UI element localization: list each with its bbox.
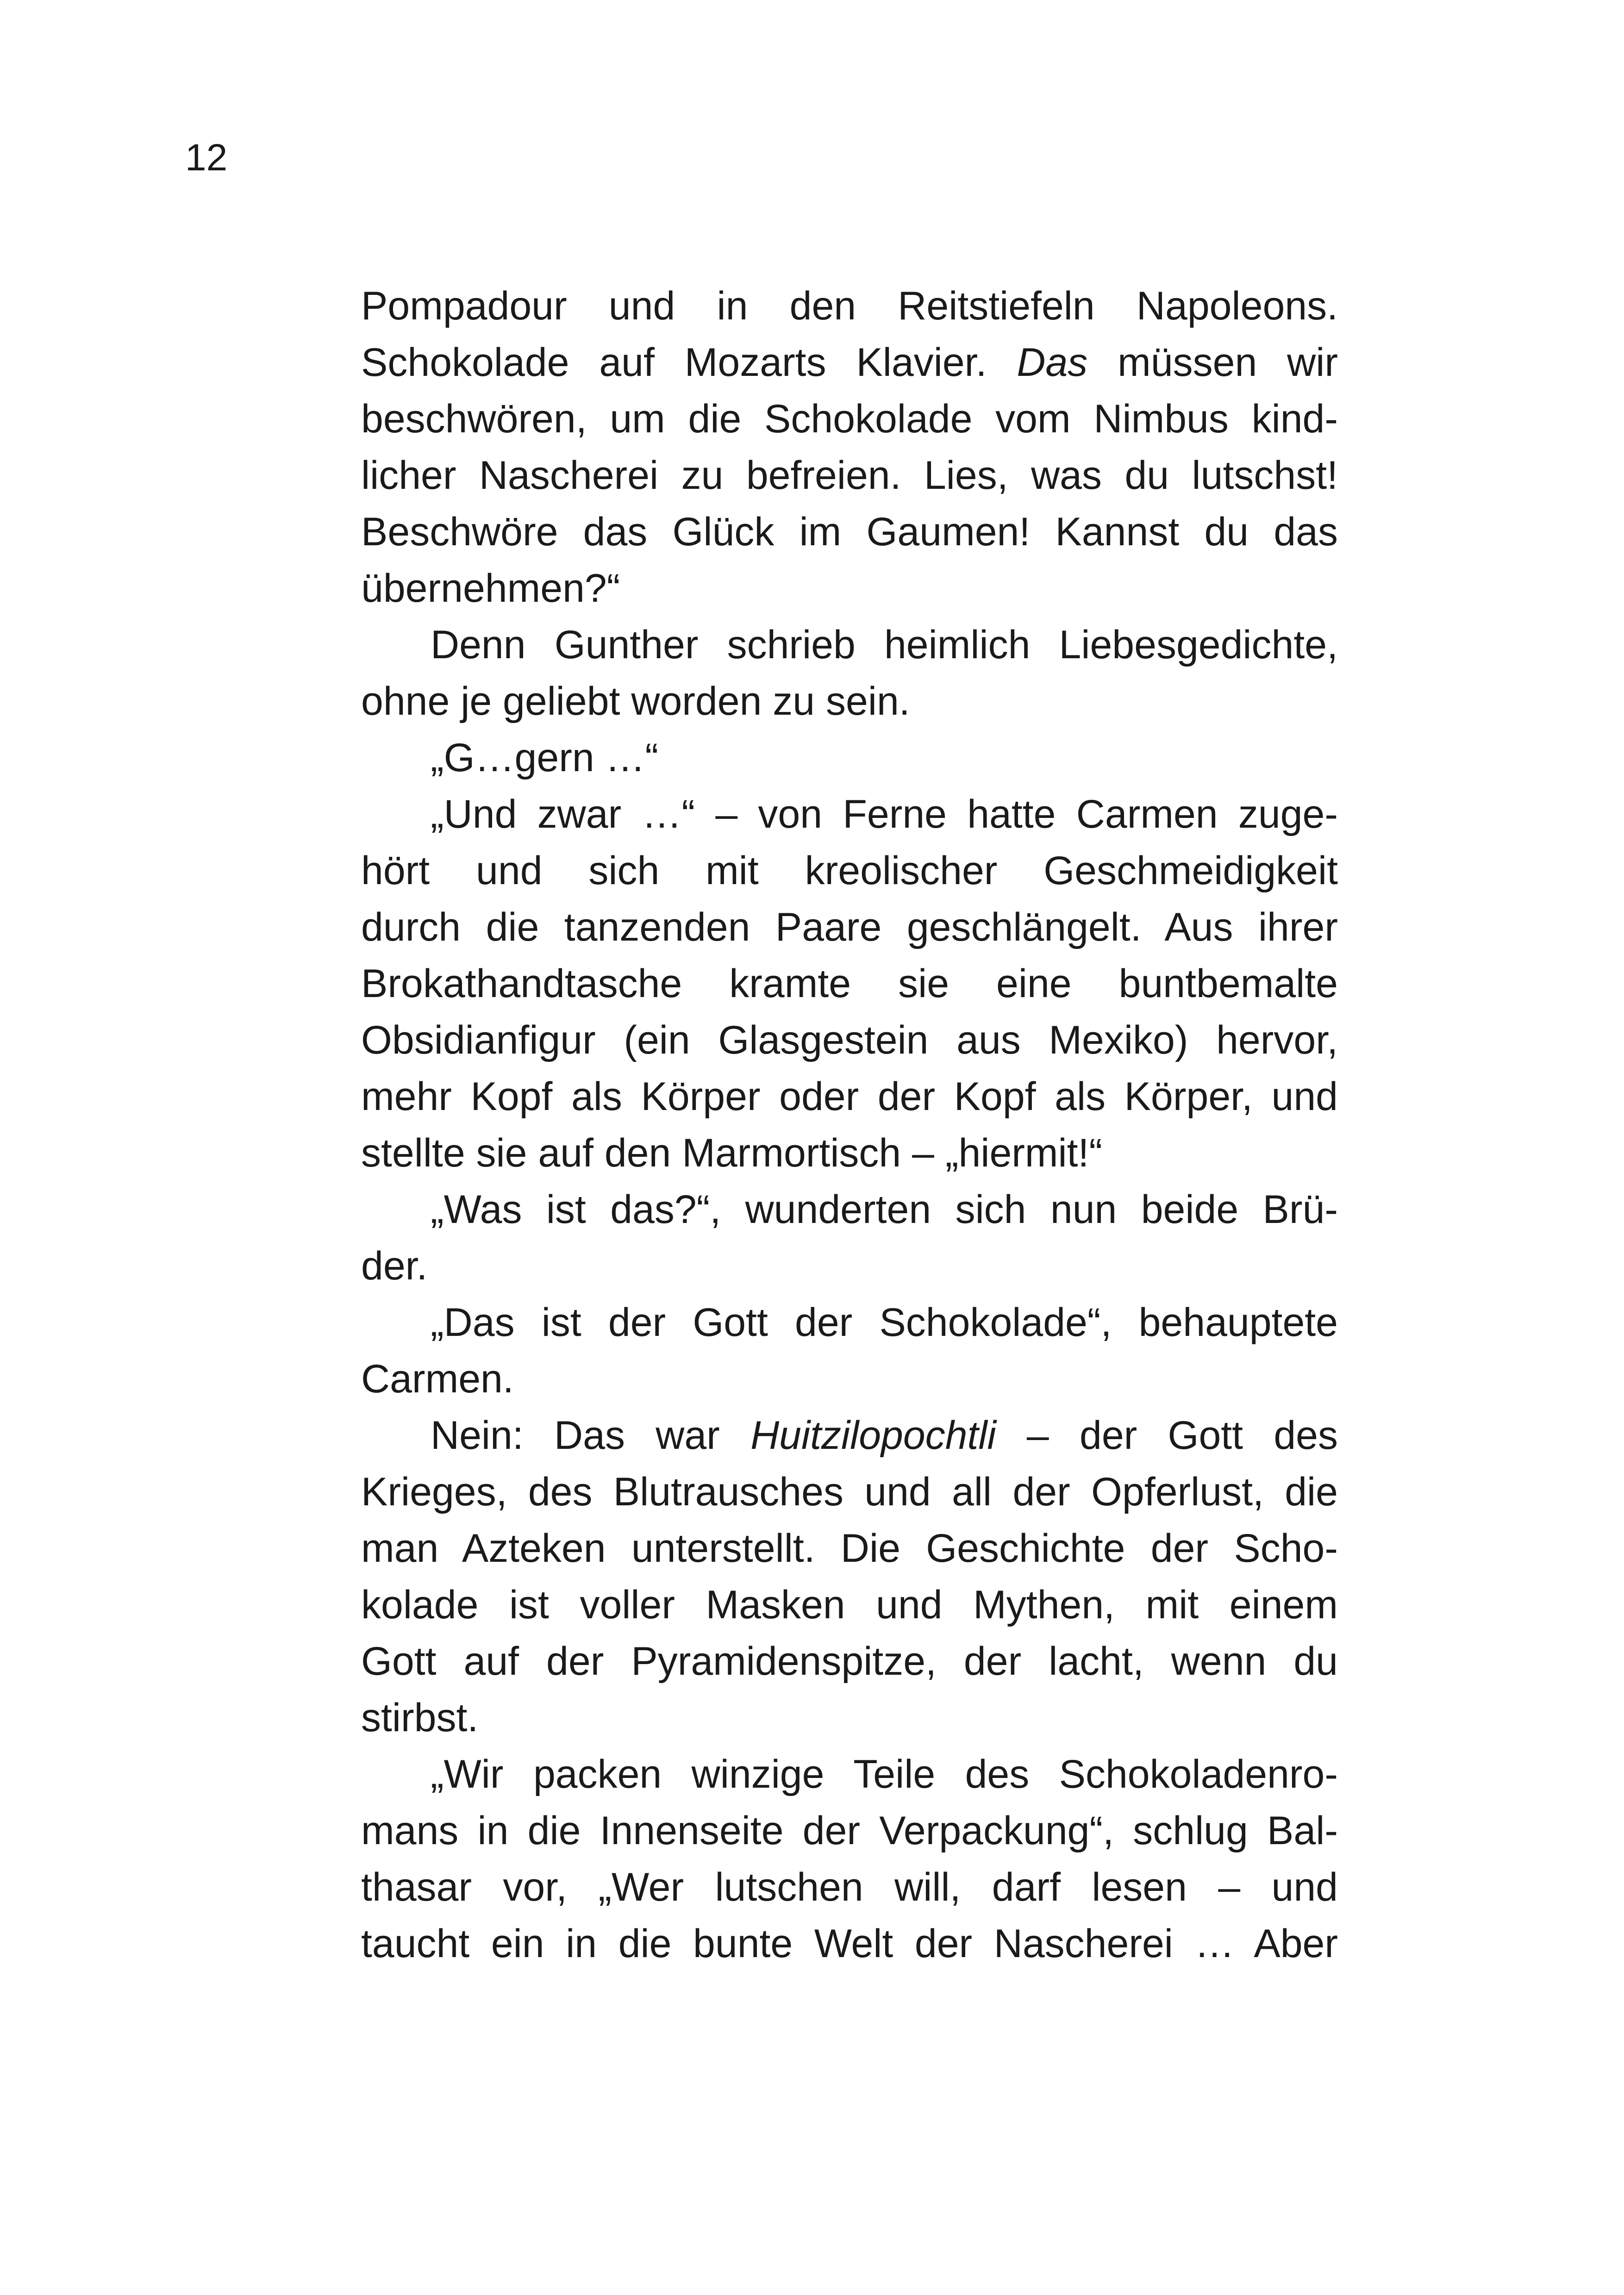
text-line: ohne je geliebt worden zu sein. (361, 679, 910, 723)
text-segment: Nein: Das war (431, 1413, 751, 1458)
text-line: stirbst. (361, 1696, 479, 1740)
italic-word: Das (1017, 340, 1088, 385)
text-line: beschwören, um die Schokolade vom Nimbus kind- (361, 397, 1338, 441)
text-line: „Was ist das?“, wunderten sich nun beide Brü- (431, 1187, 1338, 1232)
text-line: Beschwöre das Glück im Gaumen! Kannst du das (361, 510, 1338, 554)
text-line: hört und sich mit kreolischer Geschmeidigkeit (361, 848, 1338, 893)
text-line: durch die tanzenden Paare geschlängelt. Aus ihrer (361, 905, 1338, 949)
italic-word: Huitzilopochtli (750, 1413, 996, 1458)
text-line: taucht ein in die bunte Welt der Nascherei … Aber (361, 1921, 1338, 1966)
text-line (361, 1407, 1338, 1464)
text-line: licher Nascherei zu befreien. Lies, was du lutschst! (361, 453, 1338, 498)
text-line: Brokathandtasche kramte sie eine buntbemalte (361, 961, 1338, 1006)
text-segment: Schokolade auf Mozarts Klavier. (361, 340, 1017, 385)
text-line: Pompadour und in den Reitstiefeln Napoleons. (361, 284, 1338, 328)
text-line: übernehmen?“ (361, 566, 620, 611)
text-line: „Das ist der Gott der Schokolade“, behauptete (431, 1300, 1338, 1345)
text-line: thasar vor, „Wer lutschen will, darf lesen – und (361, 1865, 1338, 1909)
text-line: „Und zwar …“ – von Ferne hatte Carmen zuge- (431, 792, 1338, 836)
text-line: stellte sie auf den Marmortisch – „hiermit!“ (361, 1131, 1103, 1175)
text-line (361, 334, 1338, 391)
text-line: der. (361, 1244, 428, 1288)
text-line: mehr Kopf als Körper oder der Kopf als Körper, und (361, 1074, 1338, 1119)
text-line: Gott auf der Pyramidenspitze, der lacht, wenn du (361, 1639, 1338, 1684)
text-line: man Azteken unterstellt. Die Geschichte der Scho- (361, 1526, 1338, 1571)
text-line: Carmen. (361, 1357, 514, 1401)
body-text (361, 278, 1338, 1972)
text-segment: – der Gott des (996, 1413, 1338, 1458)
text-line: Obsidianfigur (ein Glasgestein aus Mexiko) hervor, (361, 1018, 1338, 1062)
page-number: 12 (185, 137, 228, 179)
text-line: Krieges, des Blutrausches und all der Opferlust, die (361, 1470, 1338, 1514)
text-line: „G…gern …“ (431, 736, 659, 780)
text-line: „Wir packen winzige Teile des Schokoladenro- (431, 1752, 1338, 1796)
text-line: Denn Gunther schrieb heimlich Liebesgedichte, (431, 623, 1338, 667)
text-line: mans in die Innenseite der Verpackung“, schlug Bal- (361, 1809, 1338, 1853)
text-line: kolade ist voller Masken und Mythen, mit einem (361, 1583, 1338, 1627)
text-segment: müssen wir (1087, 340, 1338, 385)
